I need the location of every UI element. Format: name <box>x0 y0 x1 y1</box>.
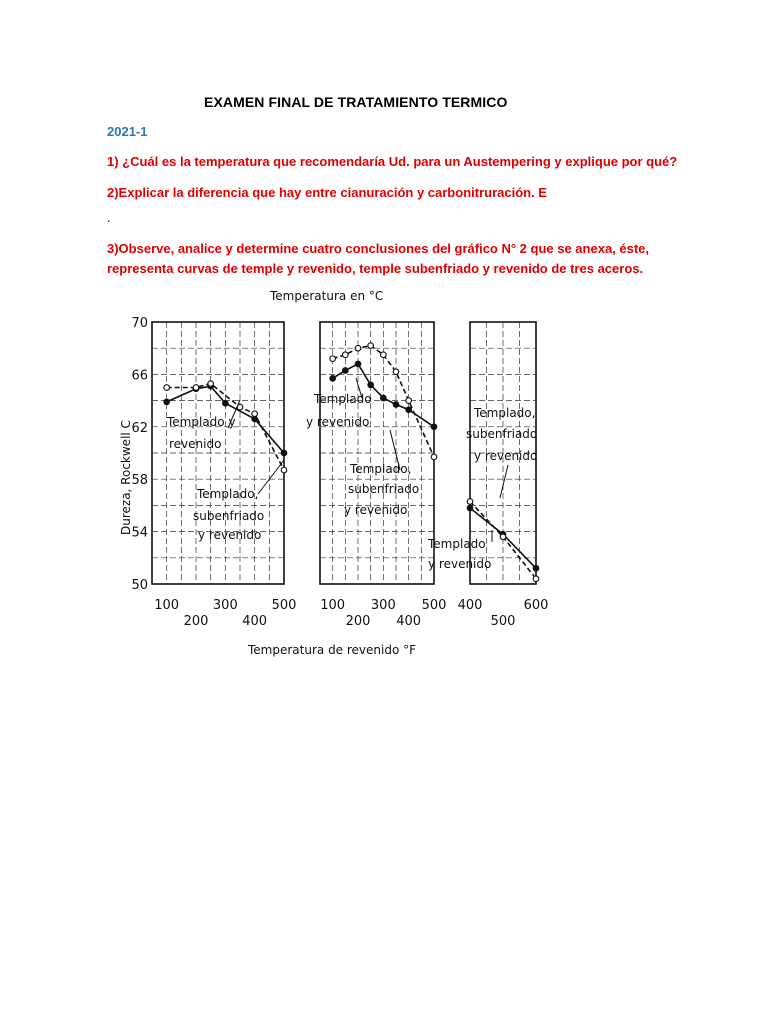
panel-1-label-4: subenfriado <box>193 509 265 523</box>
panel-3-label-3: y revenido <box>474 449 538 463</box>
panel-2-series-1-point-1 <box>343 368 349 374</box>
panel-2-series-1-point-0 <box>330 376 336 382</box>
panel-2-label-2: y revenido <box>306 415 370 429</box>
panel-3-label-5: y revenido <box>428 557 492 571</box>
panel-2-series-1-point-4 <box>381 395 387 401</box>
panel-2-series-2-point-6 <box>406 398 412 404</box>
chart-xlabel: Temperatura de revenido °F <box>248 643 417 657</box>
panel-2-x-tick-top-1: 300 <box>370 598 396 613</box>
panel-1-label-5: y revenido <box>198 528 262 542</box>
panel-3-series-2-point-2 <box>533 576 539 582</box>
panel-2-series-2-point-3 <box>368 343 374 349</box>
y-tick-label-0: 50 <box>131 578 148 593</box>
chart-ticks <box>131 316 548 629</box>
y-tick-label-2: 58 <box>131 473 148 489</box>
panel-2-label-4: subenfriado <box>348 482 420 496</box>
panel-2-series-2-point-0 <box>330 356 336 362</box>
chart-title: Temperatura en °C <box>270 289 384 303</box>
panel-2-series-1-point-7 <box>431 424 437 430</box>
panel-1-x-tick-top-2: 500 <box>271 598 297 613</box>
y-tick-label-3: 62 <box>131 420 148 436</box>
leader-p3-a <box>500 465 508 498</box>
panel-2-series-2-point-2 <box>355 345 361 351</box>
exam-year: 2021-1 <box>107 124 148 139</box>
panel-2-series-1-point-5 <box>393 402 399 408</box>
panel-1-series-2-point-2 <box>208 381 214 387</box>
y-tick-label-4: 66 <box>131 368 148 384</box>
question-2: 2)Explicar la diferencia que hay entre cianuración y carbonitruración. E <box>107 185 547 200</box>
panel-1-series-1-point-3 <box>223 400 229 406</box>
panel-3-label-1: Templado, <box>474 406 536 420</box>
panel-2-label-5: y revenido <box>344 503 408 517</box>
leader-p1-b <box>258 460 284 494</box>
panel-3-x-tick-bottom-0: 500 <box>490 614 516 629</box>
panel-2-series-1-point-3 <box>368 382 374 388</box>
panel-1-x-tick-bottom-1: 400 <box>242 614 268 629</box>
panel-1-x-tick-top-0: 100 <box>154 598 180 613</box>
hardness-tempering-chart <box>100 280 560 660</box>
panel-3-label-4: Templado <box>428 537 486 551</box>
question-3-line-2: representa curvas de temple y revenido, temple subenfriado y revenido de tres aceros. <box>107 261 644 276</box>
panel-2-series-2-point-7 <box>431 454 437 460</box>
panel-2-x-tick-bottom-0: 200 <box>345 614 371 629</box>
panel-1-series-1-point-0 <box>164 399 170 405</box>
panel-1-x-tick-top-1: 300 <box>212 598 238 613</box>
panel-2-series-2-point-1 <box>343 352 349 358</box>
panel-3-series-2-point-1 <box>500 534 506 540</box>
panel-3-x-tick-top-0: 400 <box>457 598 483 613</box>
panel-3-series-1-point-0 <box>467 505 473 511</box>
panel-1-series-2-point-0 <box>164 385 170 391</box>
y-tick-label-5: 70 <box>131 316 148 331</box>
panel-2-series-1-point-2 <box>355 361 361 367</box>
panel-1-label-3: Templado, <box>197 487 259 501</box>
panel-1-series-2-point-1 <box>193 385 199 391</box>
panel-3-x-tick-top-1: 600 <box>523 598 549 613</box>
panel-2-label-1: Templado <box>314 392 372 406</box>
panel-2-x-tick-top-2: 500 <box>421 598 447 613</box>
panel-3-label-2: subenfriado <box>466 427 538 441</box>
panel-3-series-2-point-0 <box>467 499 473 505</box>
question-3-line-1: 3)Observe, analice y determine cuatro conclusiones del gráfico N° 2 que se anexa, éste, <box>107 241 650 256</box>
panel-1-series-2-point-5 <box>281 467 287 473</box>
panel-2-x-tick-bottom-1: 400 <box>396 614 422 629</box>
separator-dot: . <box>107 210 111 225</box>
panel-2-series-1-point-6 <box>406 407 412 413</box>
panel-1-label-1: Templado y <box>167 415 236 429</box>
question-3 <box>107 239 667 279</box>
panel-1-label-2: revenido <box>169 437 222 451</box>
panel-2-series-2-point-5 <box>393 369 399 375</box>
panel-2-label-3: Templado, <box>350 462 412 476</box>
chart-ylabel: Dureza, Rockwell C <box>119 420 133 535</box>
y-tick-label-1: 54 <box>131 525 148 541</box>
panel-1-series-1-point-5 <box>281 450 287 456</box>
panel-1-x-tick-bottom-0: 200 <box>183 614 209 629</box>
panel-2-series-2-point-4 <box>381 352 387 358</box>
panel-3-series-1-point-2 <box>533 565 539 571</box>
panel-2-x-tick-top-0: 100 <box>320 598 346 613</box>
page-title: EXAMEN FINAL DE TRATAMIENTO TERMICO <box>204 94 508 110</box>
panel-1-series-2-point-4 <box>252 411 258 417</box>
question-1: 1) ¿Cuál es la temperatura que recomendaría Ud. para un Austempering y explique por qué? <box>107 154 678 169</box>
